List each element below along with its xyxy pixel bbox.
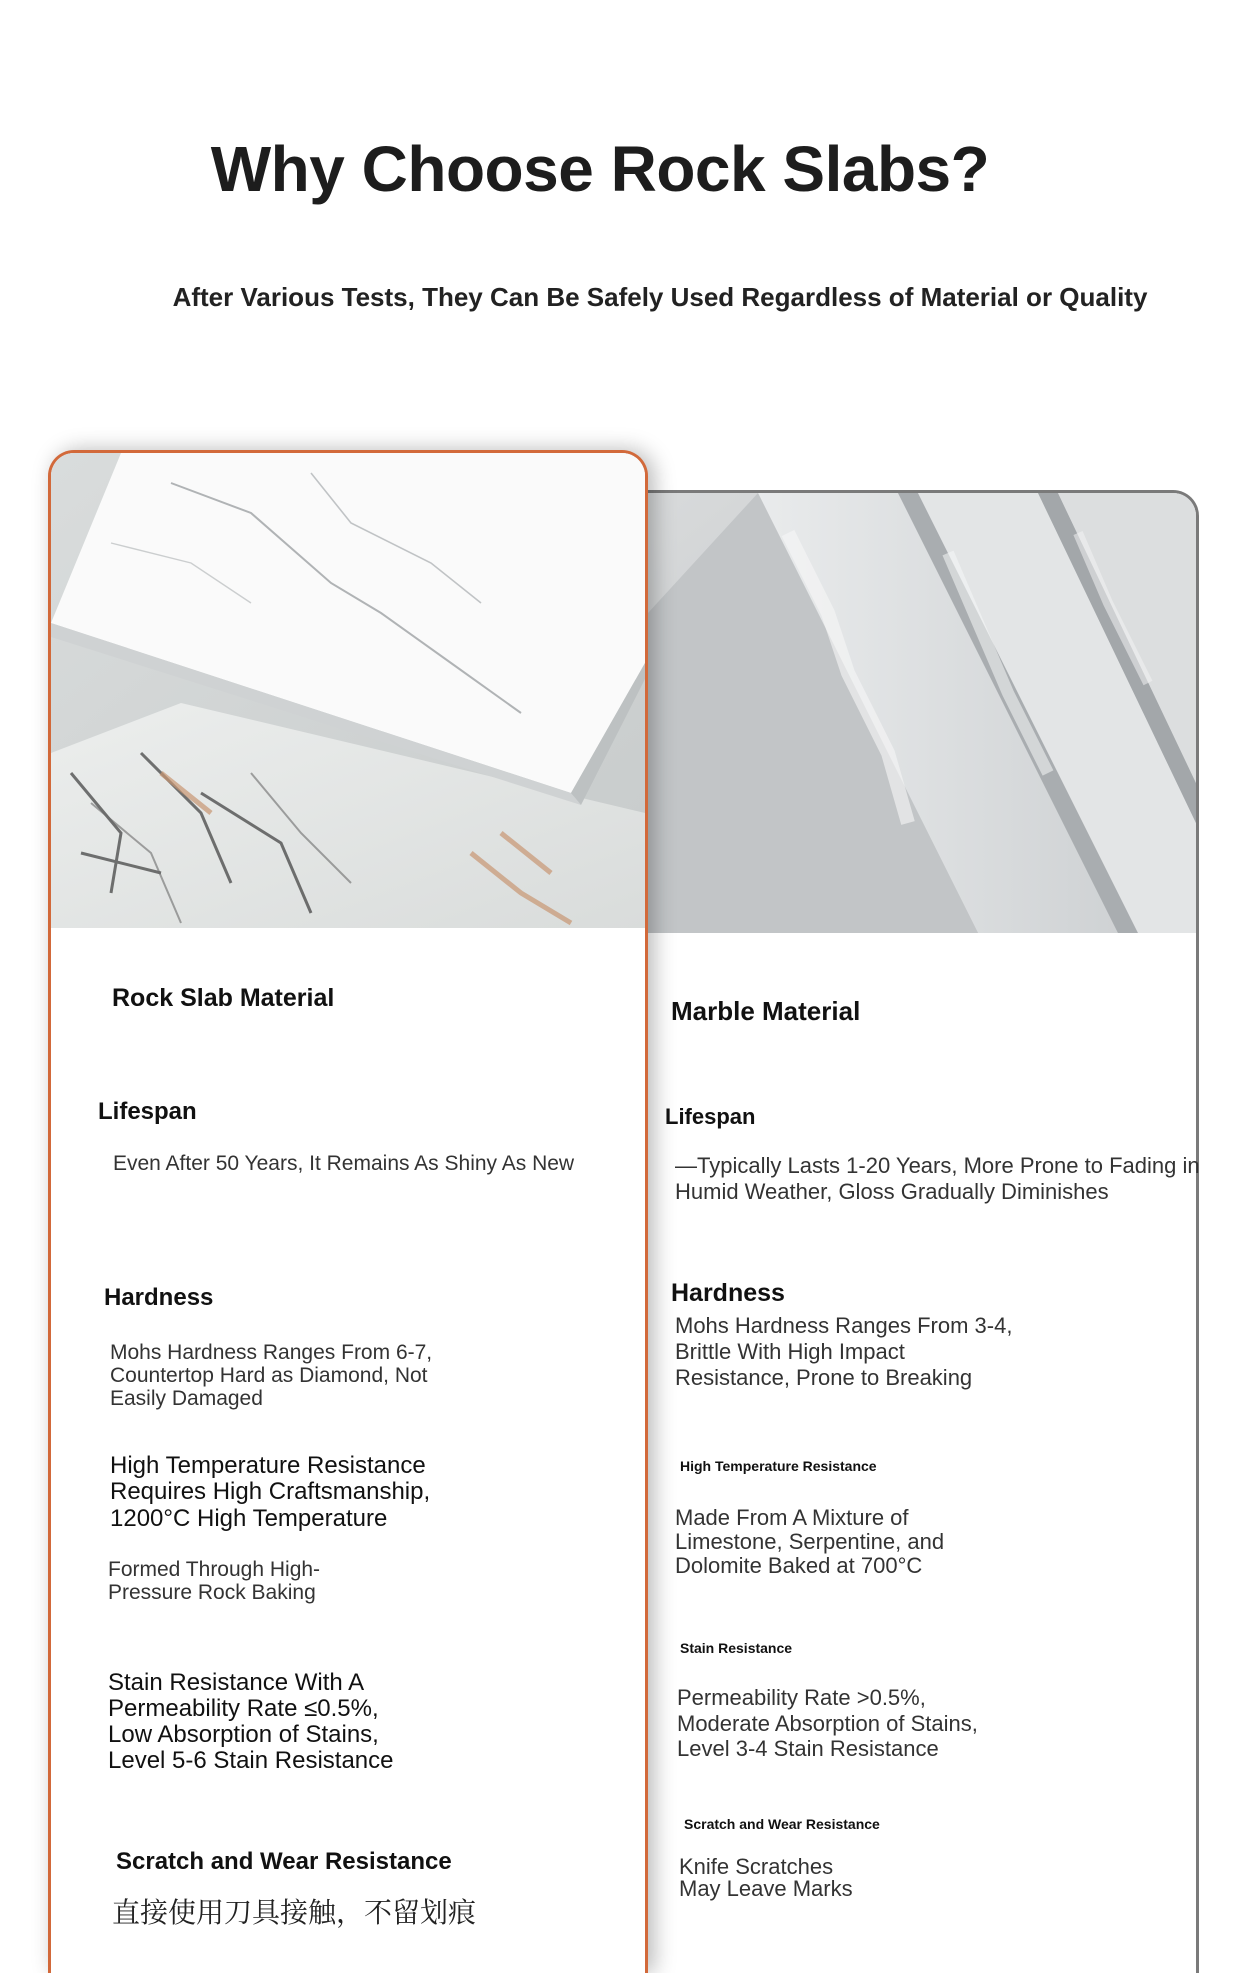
marble-scratch-text: Knife Scratches May Leave Marks — [679, 1854, 853, 1901]
rock-high-temp-heading: High Temperature Resistance Requires High Craftsmanship, 1200°C High Temperature — [110, 1452, 431, 1532]
rock-slab-heading: Rock Slab Material — [112, 984, 335, 1012]
rock-stain-heading: Stain Resistance With A Permeability Rate ≤0.5%, Low Absorption of Stains, Level 5-6 Stain Resistance — [108, 1669, 394, 1774]
marble-lifespan-label: Lifespan — [665, 1104, 756, 1129]
marble-stain-text: Permeability Rate >0.5%, Moderate Absorption of Stains, Level 3-4 Stain Resistance — [677, 1685, 978, 1762]
marble-stain-label: Stain Resistance — [680, 1640, 793, 1656]
marble-scratch-label: Scratch and Wear Resistance — [684, 1816, 880, 1832]
marble-high-temp-text: Made From A Mixture of Limestone, Serpentine, and Dolomite Baked at 700°C — [675, 1505, 945, 1579]
marble-slab-image — [648, 493, 1196, 933]
marble-high-temp-label: High Temperature Resistance — [680, 1458, 877, 1474]
page-subtitle: After Various Tests, They Can Be Safely Used Regardless of Material or Quality — [172, 282, 1148, 312]
page-title: Why Choose Rock Slabs? — [210, 133, 990, 205]
rock-lifespan-label: Lifespan — [98, 1098, 197, 1125]
rock-hardness-label: Hardness — [104, 1284, 214, 1311]
rock-slab-illustration — [51, 453, 645, 928]
rock-scratch-text: 直接使用刀具接触，不留划痕 — [112, 1897, 477, 1928]
rock-high-temp-text: Formed Through High-Pressure Rock Baking — [108, 1558, 321, 1605]
rock-scratch-label: Scratch and Wear Resistance — [116, 1848, 452, 1875]
marble-slab-illustration — [648, 493, 1196, 933]
marble-hardness-label: Hardness — [671, 1279, 785, 1307]
rock-lifespan-text: Even After 50 Years, It Remains As Shiny As New — [113, 1152, 575, 1175]
marble-lifespan-text: —Typically Lasts 1-20 Years, More Prone to Fading in Humid Weather, Gloss Gradually Diminishes — [675, 1153, 1200, 1204]
marble-heading: Marble Material — [671, 996, 861, 1026]
rock-hardness-text: Mohs Hardness Ranges From 6-7, Countertop Hard as Diamond, Not Easily Damaged — [110, 1341, 433, 1411]
rock-slab-image — [51, 453, 645, 928]
marble-hardness-text: Mohs Hardness Ranges From 3-4, Brittle With High Impact Resistance, Prone to Breaking — [675, 1313, 1013, 1390]
